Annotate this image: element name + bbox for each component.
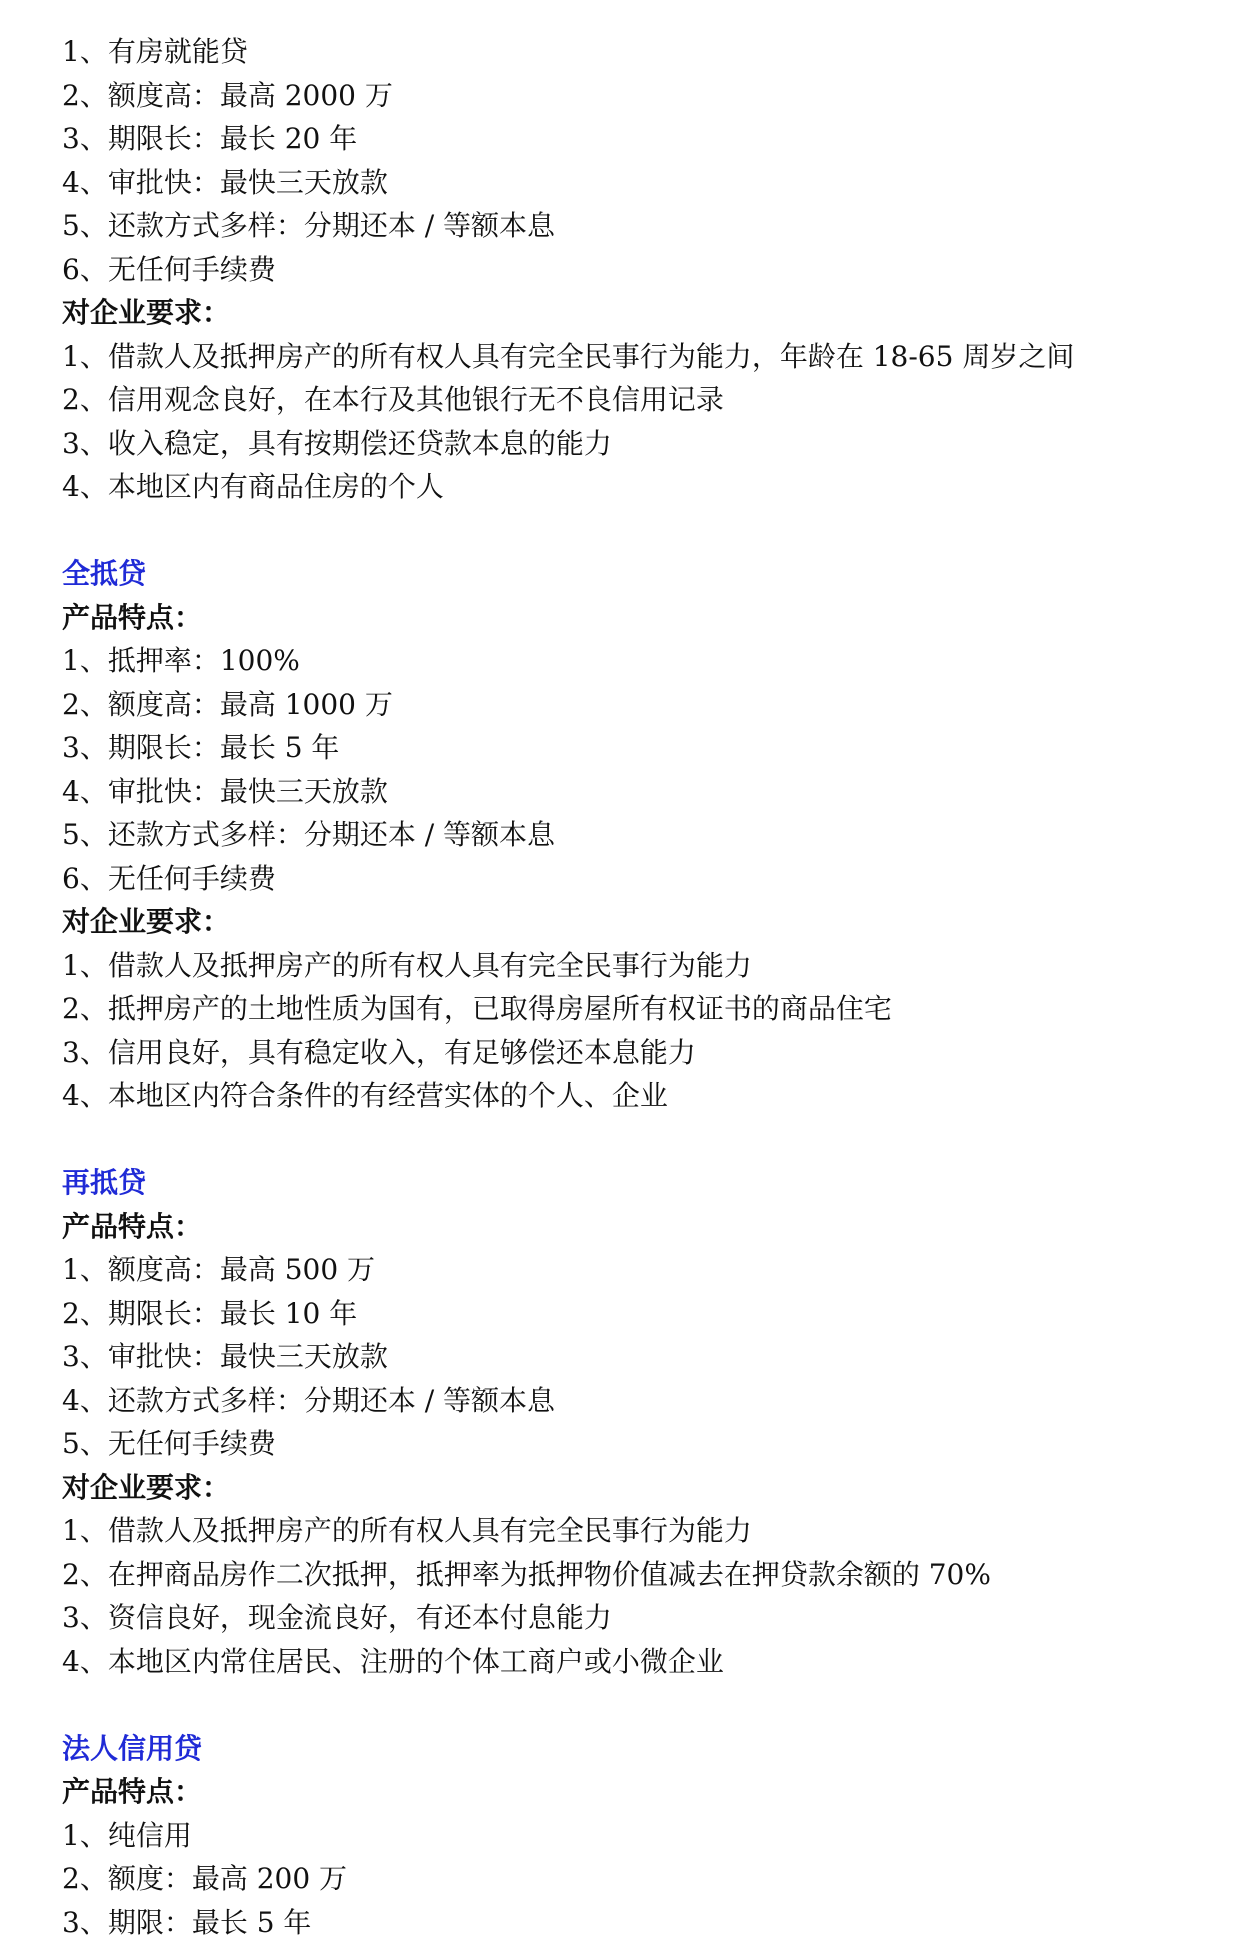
feature-item: 5、无任何手续费 — [62, 1427, 276, 1460]
feature-item: 1、纯信用 — [62, 1818, 192, 1852]
feature-item: 2、期限长：最长 10 年 — [62, 1296, 358, 1330]
section-spacer — [62, 509, 1222, 553]
requirements-label: 对企业要求： — [62, 296, 231, 329]
feature-item: 1、有房就能贷 — [62, 35, 248, 68]
requirement-item: 4、本地区内有商品住房的个人 — [62, 470, 444, 503]
document-body — [62, 30, 1222, 1944]
feature-item: 4、审批快：最快三天放款 — [62, 774, 388, 808]
requirement-item: 4、本地区内符合条件的有经营实体的个人、企业 — [62, 1079, 668, 1112]
section-spacer — [62, 1683, 1222, 1727]
requirements-label: 对企业要求： — [62, 1470, 231, 1504]
requirement-item: 1、借款人及抵押房产的所有权人具有完全民事行为能力 — [62, 948, 752, 982]
requirement-item: 3、信用良好，具有稳定收入，有足够偿还本息能力 — [62, 1035, 696, 1069]
section-quan-di-dai — [62, 552, 1222, 1118]
feature-item: 6、无任何手续费 — [62, 861, 276, 895]
features-label: 产品特点： — [62, 600, 203, 634]
requirement-item: 2、信用观念良好，在本行及其他银行无不良信用记录 — [62, 383, 724, 416]
feature-item: 2、额度高：最高 2000 万 — [62, 78, 393, 112]
features-label: 产品特点： — [62, 1209, 203, 1243]
feature-item: 5、还款方式多样：分期还本 / 等额本息 — [62, 209, 556, 242]
feature-item: 3、审批快：最快三天放款 — [62, 1340, 388, 1373]
section-spacer — [62, 1118, 1222, 1162]
feature-item: 2、额度高：最高 1000 万 — [62, 687, 393, 721]
section-title: 全抵贷 — [62, 557, 147, 590]
feature-item: 4、审批快：最快三天放款 — [62, 165, 388, 199]
feature-item: 6、无任何手续费 — [62, 252, 276, 286]
feature-item: 1、抵押率：100% — [62, 644, 300, 677]
feature-item: 3、期限长：最长 20 年 — [62, 122, 358, 155]
section-fa-ren-xin-yong-dai — [62, 1727, 1222, 1945]
features-label: 产品特点： — [62, 1775, 203, 1808]
feature-item: 2、额度：最高 200 万 — [62, 1862, 348, 1895]
requirement-item: 2、抵押房产的土地性质为国有，已取得房屋所有权证书的商品住宅 — [62, 992, 892, 1025]
section-continued — [62, 30, 1222, 509]
feature-item: 5、还款方式多样：分期还本 / 等额本息 — [62, 818, 556, 851]
requirement-item: 4、本地区内常住居民、注册的个体工商户或小微企业 — [62, 1644, 724, 1678]
section-title: 法人信用贷 — [62, 1731, 203, 1765]
requirement-item: 1、借款人及抵押房产的所有权人具有完全民事行为能力，年龄在 18-65 周岁之间 — [62, 339, 1075, 373]
requirement-item: 2、在押商品房作二次抵押，抵押率为抵押物价值减去在押贷款余额的 70% — [62, 1557, 991, 1591]
section-zai-di-dai — [62, 1161, 1222, 1683]
feature-item: 4、还款方式多样：分期还本 / 等额本息 — [62, 1383, 556, 1417]
feature-item: 1、额度高：最高 500 万 — [62, 1253, 376, 1286]
feature-item: 3、期限：最长 5 年 — [62, 1905, 312, 1939]
section-title: 再抵贷 — [62, 1166, 147, 1199]
requirements-label: 对企业要求： — [62, 905, 231, 938]
requirement-item: 1、借款人及抵押房产的所有权人具有完全民事行为能力 — [62, 1514, 752, 1547]
requirement-item: 3、资信良好，现金流良好，有还本付息能力 — [62, 1601, 612, 1634]
requirement-item: 3、收入稳定，具有按期偿还贷款本息的能力 — [62, 426, 612, 460]
feature-item: 3、期限长：最长 5 年 — [62, 731, 340, 764]
